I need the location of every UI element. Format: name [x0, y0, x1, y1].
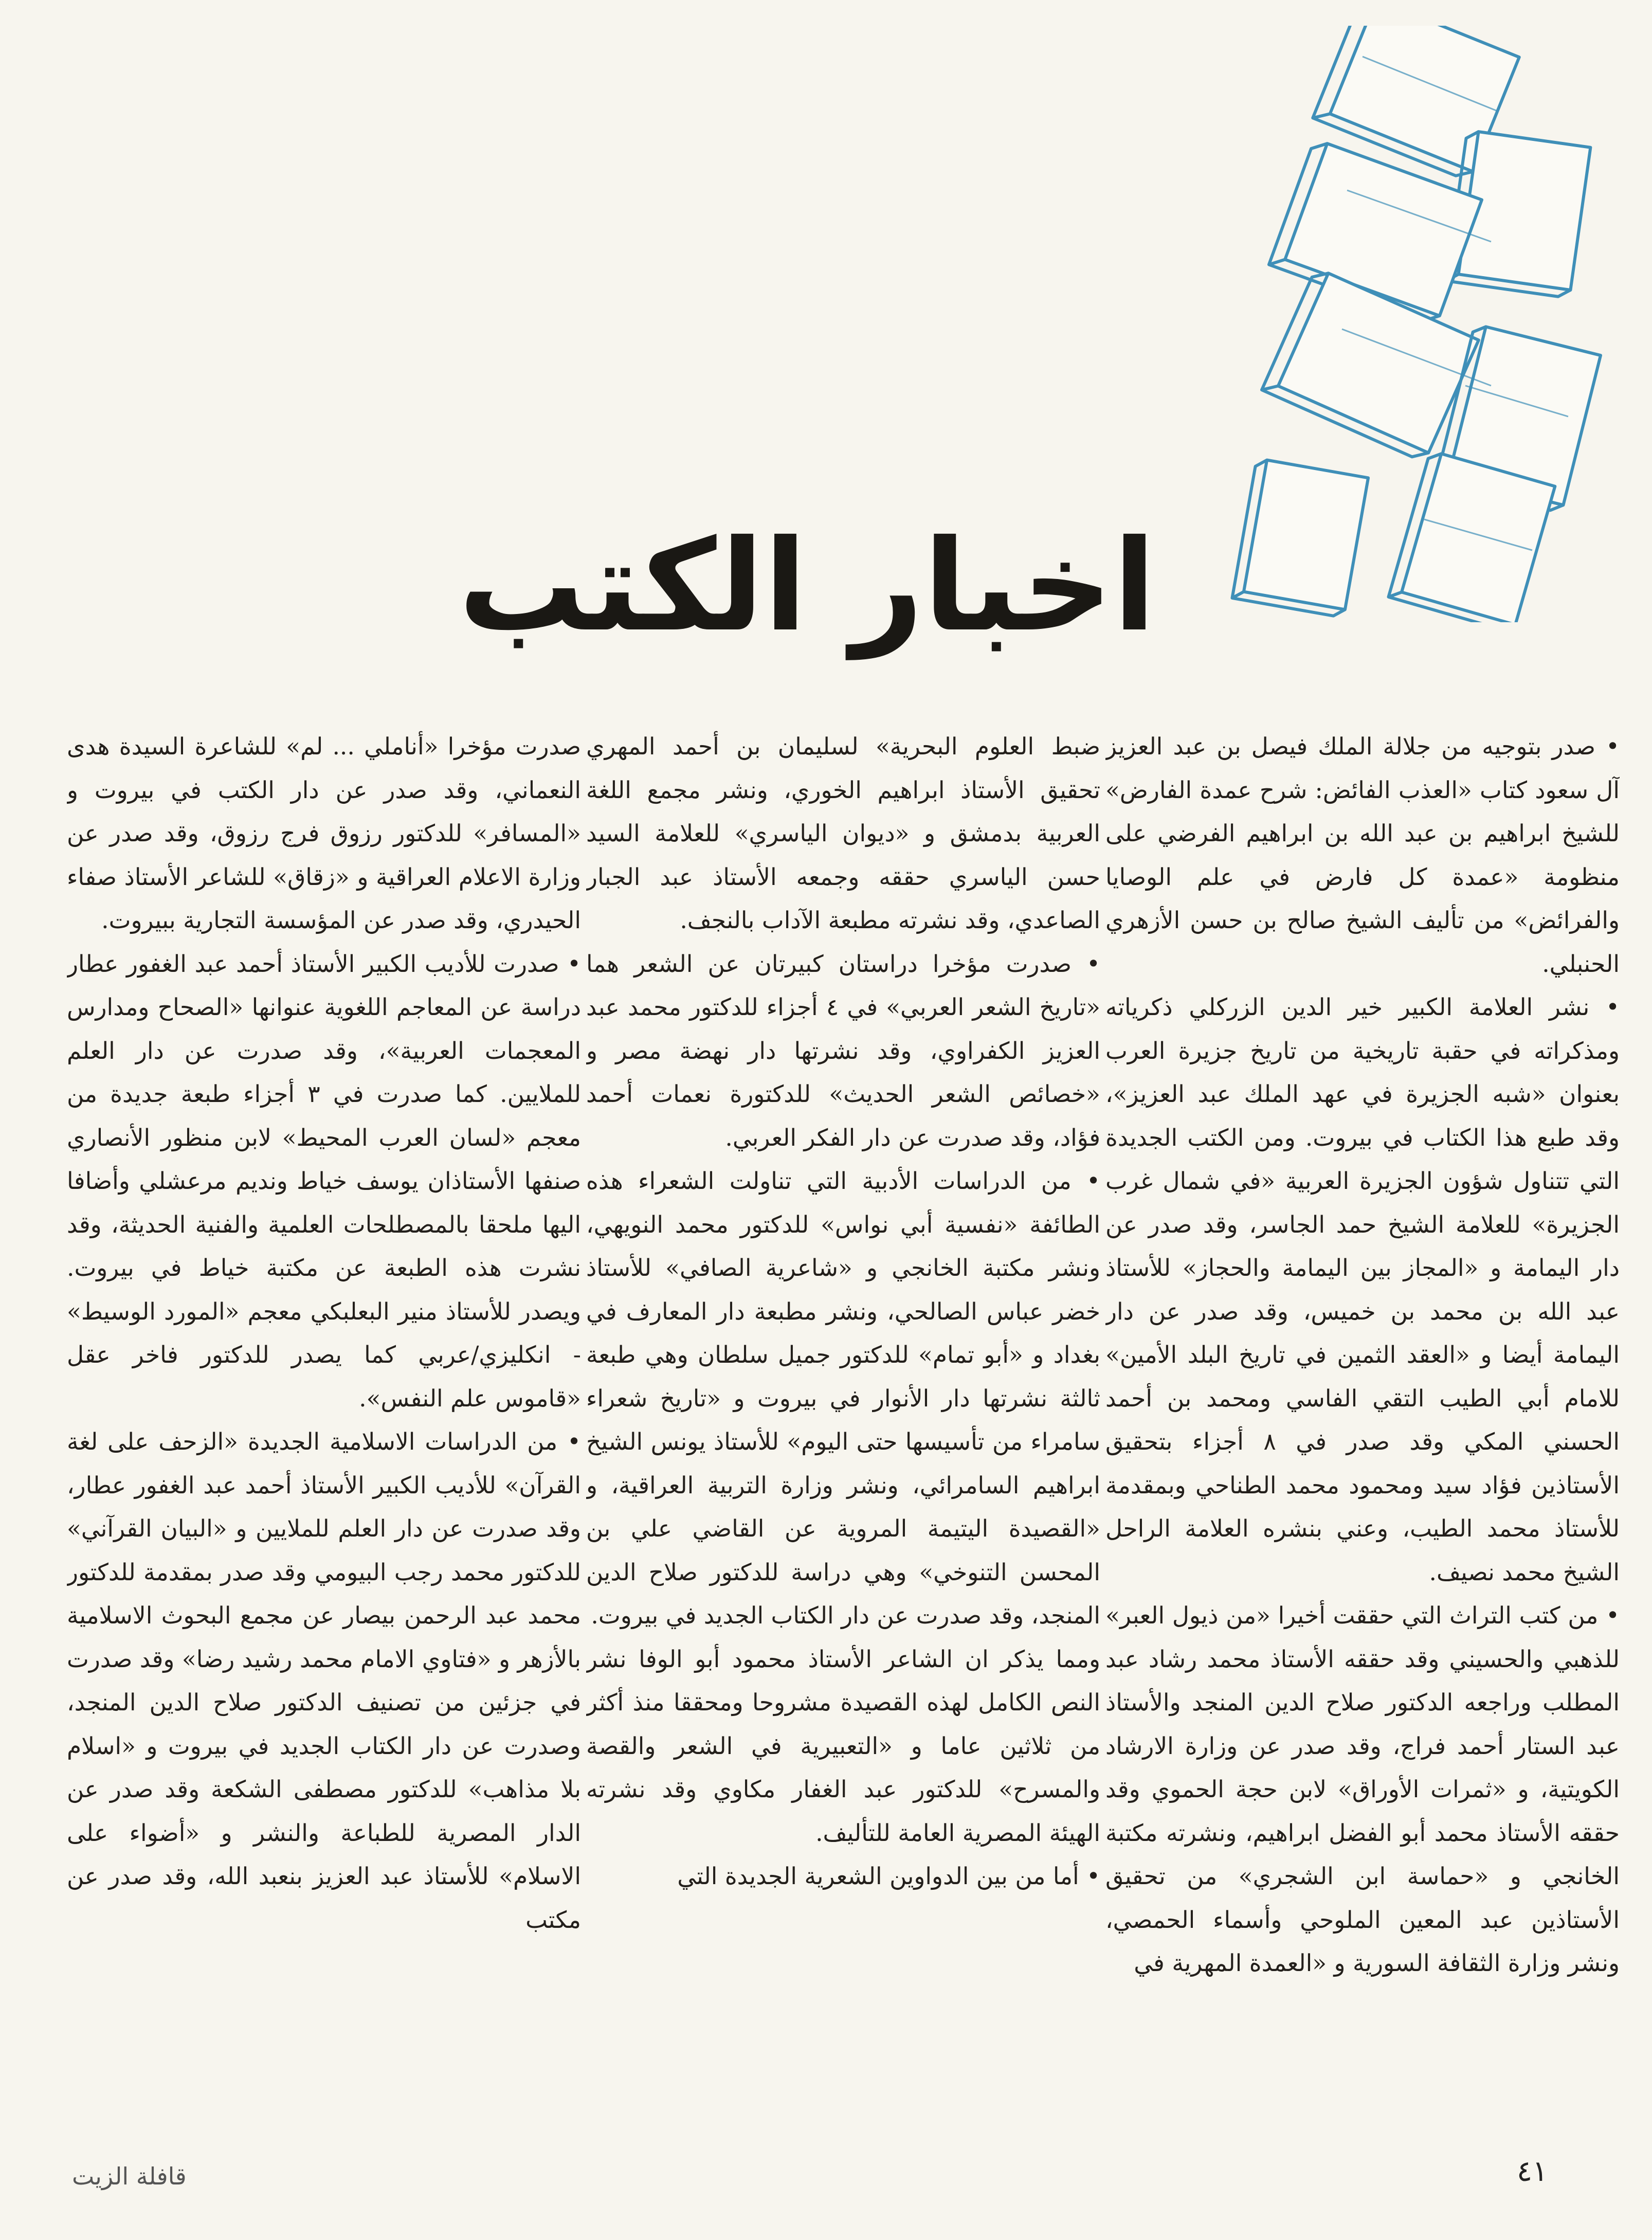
article-paragraph: ومما يذكر ان الشاعر الأستاذ محمود أبو الوفا نشر النص الكامل لهذه القصيدة مشروحا ومحققا منذ أكثر من ثلاثين عاما و «التعبيرية في الشعر والقصة والمسرح» للدكتور عبد الغفار مكاوي وقد نشرته الهيئة المصرية العامة للتأليف.	[586, 1645, 1100, 1847]
article-column-middle	[586, 725, 1100, 2134]
article-paragraph: • صدرت مؤخرا دراستان كبيرتان عن الشعر هما «تاريخ الشعر العربي» في ٤ أجزاء للدكتور محمد عبد العزيز الكفراوي، وقد نشرتها دار نهضة مصر و «خصائص الشعر الحديث» للدكتورة نعمات أحمد فؤاد، وقد صدرت عن دار الفكر العربي.	[586, 950, 1100, 1151]
article-paragraph: صدرت مؤخرا «أناملي ... لم» للشاعرة السيدة هدى النعماني، وقد صدر عن دار الكتب في بيروت و «المسافر» للدكتور رزوق فرج رزوق، وقد صدر عن وزارة الاعلام العراقية و «زقاق» للشاعر الأستاذ صفاء الحيدري، وقد صدر عن المؤسسة التجارية ببيروت.	[67, 733, 581, 934]
magazine-name: قافلة الزيت	[72, 2162, 187, 2190]
article-paragraph: • صدر بتوجيه من جلالة الملك فيصل بن عبد العزيز آل سعود كتاب «العذب الفائض: شرح عمدة الفارض» للشيخ ابراهيم بن عبد الله بن ابراهيم الفرضي على منظومة «عمدة كل فارض في علم الوصايا والفرائض» من تأليف الشيخ صالح بن حسن الأزهري الحنبلي.	[1105, 733, 1620, 978]
page-number: ٤١	[1517, 2155, 1548, 2188]
article-column-left	[67, 725, 581, 2134]
article-paragraph: • من كتب التراث التي حققت أخيرا «من ذيول العبر» للذهبي والحسيني وقد حققه الأستاذ محمد رشاد عبد المطلب وراجعه الدكتور صلاح الدين المنجد والأستاذ عبد الستار أحمد فراج، وقد صدر عن وزارة الارشاد الكويتية، و «ثمرات الأوراق» لابن حجة الحموي وقد حققه الأستاذ محمد أبو الفضل ابراهيم، ونشرته مكتبة الخانجي و «حماسة ابن الشجري» من تحقيق الأستاذين عبد المعين الملوحي وأسماء الحمصي، ونشر وزارة الثقافة السورية و «العمدة المهرية في	[1105, 1602, 1620, 1977]
article-paragraph: • نشر العلامة الكبير خير الدين الزركلي ذكرياته ومذكراته في حقبة تاريخية من تاريخ جزيرة العرب بعنوان «شبه الجزيرة في عهد الملك عبد العزيز»، وقد طبع هذا الكتاب في بيروت. ومن الكتب الجديدة التي تتناول شؤون الجزيرة العربية «في شمال غرب الجزيرة» للعلامة الشيخ حمد الجاسر، وقد صدر عن دار اليمامة و «المجاز بين اليمامة والحجاز» للأستاذ عبد الله بن محمد بن خميس، وقد صدر عن دار اليمامة أيضا و «العقد الثمين في تاريخ البلد الأمين» للامام أبي الطيب التقي الفاسي ومحمد بن أحمد الحسني المكي وقد صدر في ٨ أجزاء بتحقيق الأستاذين فؤاد سيد ومحمود محمد الطناحي وبمقدمة للأستاذ محمد الطيب، وعني بنشره العلامة الراحل الشيخ محمد نصيف.	[1105, 993, 1620, 1586]
page-title: اخبار الكتب	[458, 513, 1156, 659]
article-paragraph: ضبط العلوم البحرية» لسليمان بن أحمد المهري تحقيق الأستاذ ابراهيم الخوري، ونشر مجمع اللغة العربية بدمشق و «ديوان الياسري» للعلامة السيد حسن الياسري حققه وجمعه الأستاذ عبد الجبار الصاعدي، وقد نشرته مطبعة الآداب بالنجف.	[586, 733, 1100, 934]
article-paragraph: • صدرت للأديب الكبير الأستاذ أحمد عبد الغفور عطار دراسة عن المعاجم اللغوية عنوانها «الصحاح ومدارس المعجمات العربية»، وقد صدرت عن دار العلم للملايين. كما صدرت في ٣ أجزاء طبعة جديدة من معجم «لسان العرب المحيط» لابن منظور الأنصاري صنفها الأستاذان يوسف خياط ونديم مرعشلي وأضافا اليها ملحقا بالمصطلحات العلمية والفنية الحديثة، وقد نشرت هذه الطبعة عن مكتبة خياط في بيروت. ويصدر للأستاذ منير البعلبكي معجم «المورد الوسيط» - انكليزي/عربي كما يصدر للدكتور فاخر عقل «قاموس علم النفس».	[67, 950, 581, 1412]
article-paragraph: • أما من بين الدواوين الشعرية الجديدة التي	[677, 1863, 1100, 1890]
article-paragraph: • من الدراسات الأدبية التي تناولت الشعراء هذه الطائفة «نفسية أبي نواس» للدكتور محمد النويهي، ونشر مكتبة الخانجي و «شاعرية الصافي» للأستاذ خضر عباس الصالحي، ونشر مطبعة دار المعارف في بغداد و «أبو تمام» للدكتور جميل سلطان وهي طبعة ثالثة نشرتها دار الأنوار في بيروت و «تاريخ شعراء سامراء من تأسيسها حتى اليوم» للأستاذ يونس الشيخ ابراهيم السامرائي، ونشر وزارة التربية العراقية، و «القصيدة اليتيمة المروية عن القاضي علي بن المحسن التنوخي» وهي دراسة للدكتور صلاح الدين المنجد، وقد صدرت عن دار الكتاب الجديد في بيروت.	[586, 1167, 1100, 1629]
article-column-right	[1105, 725, 1620, 2134]
article-paragraph: • من الدراسات الاسلامية الجديدة «الزحف على لغة القرآن» للأديب الكبير الأستاذ أحمد عبد الغفور عطار، وقد صدرت عن دار العلم للملايين و «البيان القرآني» للدكتور محمد رجب البيومي وقد صدر بمقدمة للدكتور محمد عبد الرحمن بيصار عن مجمع البحوث الاسلامية بالأزهر و «فتاوي الامام محمد رشيد رضا» وقد صدرت في جزئين من تصنيف الدكتور صلاح الدين المنجد، وصدرت عن دار الكتاب الجديد في بيروت و «اسلام بلا مذاهب» للدكتور مصطفى الشكعة وقد صدر عن الدار المصرية للطباعة والنشر و «أضواء على الاسلام» للأستاذ عبد العزيز بنعبد الله، وقد صدر عن مكتب	[67, 1428, 581, 1934]
